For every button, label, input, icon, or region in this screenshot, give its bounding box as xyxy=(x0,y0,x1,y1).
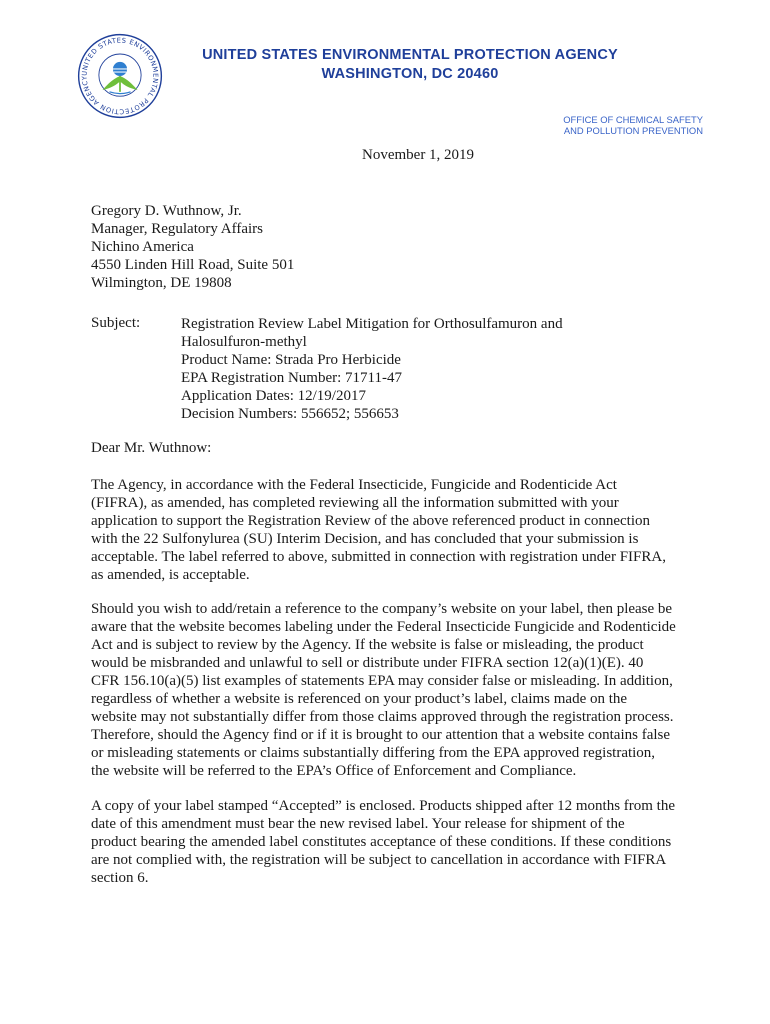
paragraph-line: A copy of your label stamped “Accepted” is enclosed. Products shipped after 12 months from the xyxy=(91,798,676,814)
paragraph-line: are not complied with, the registration will be subject to cancellation in accordance with FIFRA xyxy=(91,852,667,868)
paragraph-line: The Agency, in accordance with the Federal Insecticide, Fungicide and Rodenticide Act xyxy=(91,477,617,493)
paragraph-line: would be misbranded and unlawful to sell or distribute under FIFRA section 12(a)(1)(E). 40 xyxy=(91,655,644,671)
paragraph-line: section 6. xyxy=(91,870,149,886)
office-name-line2: AND POLLUTION PREVENTION xyxy=(563,125,703,136)
paragraph-line: with the 22 Sulfonylurea (SU) Interim Decision, and has concluded that your submission is xyxy=(91,531,639,547)
paragraph-line: as amended, is acceptable. xyxy=(91,567,250,583)
body-paragraph-2 xyxy=(91,600,691,780)
agency-name: UNITED STATES ENVIRONMENTAL PROTECTION AGENCY xyxy=(202,47,618,63)
subject-block xyxy=(181,315,563,423)
paragraph-line: Therefore, should the Agency find or if it is brought to our attention that a website contains false xyxy=(91,727,671,743)
recipient-city: Wilmington, DE 19808 xyxy=(91,275,232,291)
body-paragraph-1 xyxy=(91,476,691,584)
subject-line: Registration Review Label Mitigation for Orthosulfamuron and xyxy=(181,316,563,332)
paragraph-line: Act and is subject to review by the Agency. If the website is false or misleading, the product xyxy=(91,637,644,653)
office-name-line1: OFFICE OF CHEMICAL SAFETY xyxy=(563,114,703,125)
recipient-company: Nichino America xyxy=(91,239,194,255)
recipient-name: Gregory D. Wuthnow, Jr. xyxy=(91,203,242,219)
paragraph-line: regardless of whether a website is referenced on your product’s label, claims made on the xyxy=(91,691,628,707)
subject-application-dates: Application Dates: 12/19/2017 xyxy=(181,388,366,404)
subject-label: Subject: xyxy=(91,315,141,331)
paragraph-line: website may not substantially differ from those claims approved through the registration process. xyxy=(91,709,674,725)
recipient-street: 4550 Linden Hill Road, Suite 501 xyxy=(91,257,295,273)
epa-seal-logo xyxy=(76,32,164,120)
paragraph-line: application to support the Registration Review of the above referenced product in connection xyxy=(91,513,650,529)
paragraph-line: (FIFRA), as amended, has completed reviewing all the information submitted with your xyxy=(91,495,619,511)
recipient-address xyxy=(91,202,294,292)
paragraph-line: product bearing the amended label constitutes acceptance of these conditions. If these conditions xyxy=(91,834,672,850)
subject-line: Halosulfuron-methyl xyxy=(181,334,307,350)
subject-decision-numbers: Decision Numbers: 556652; 556653 xyxy=(181,406,399,422)
recipient-title: Manager, Regulatory Affairs xyxy=(91,221,263,237)
salutation: Dear Mr. Wuthnow: xyxy=(91,440,212,456)
paragraph-line: aware that the website becomes labeling under the Federal Insecticide Fungicide and Rodenticide xyxy=(91,619,676,635)
paragraph-line: the website will be referred to the EPA’s Office of Enforcement and Compliance. xyxy=(91,763,577,779)
paragraph-line: or misleading statements or claims substantially differing from the EPA approved registration, xyxy=(91,745,656,761)
paragraph-line: CFR 156.10(a)(5) list examples of statements EPA may consider false or misleading. In addition, xyxy=(91,673,673,689)
agency-address: WASHINGTON, DC 20460 xyxy=(321,66,499,82)
letter-date: November 1, 2019 xyxy=(362,147,475,163)
subject-registration-number: EPA Registration Number: 71711-47 xyxy=(181,370,402,386)
body-paragraph-3 xyxy=(91,797,691,887)
svg-text:UNITED STATES ENVIRONMENTAL PR: UNITED STATES ENVIRONMENTAL PROTECTION AGENCY xyxy=(80,36,160,116)
paragraph-line: acceptable. The label referred to above, submitted in connection with registration under FIFRA, xyxy=(91,549,666,565)
subject-product-name: Product Name: Strada Pro Herbicide xyxy=(181,352,401,368)
paragraph-line: date of this amendment must bear the new revised label. Your release for shipment of the xyxy=(91,816,625,832)
paragraph-line: Should you wish to add/retain a reference to the company’s website on your label, then please be xyxy=(91,601,673,617)
